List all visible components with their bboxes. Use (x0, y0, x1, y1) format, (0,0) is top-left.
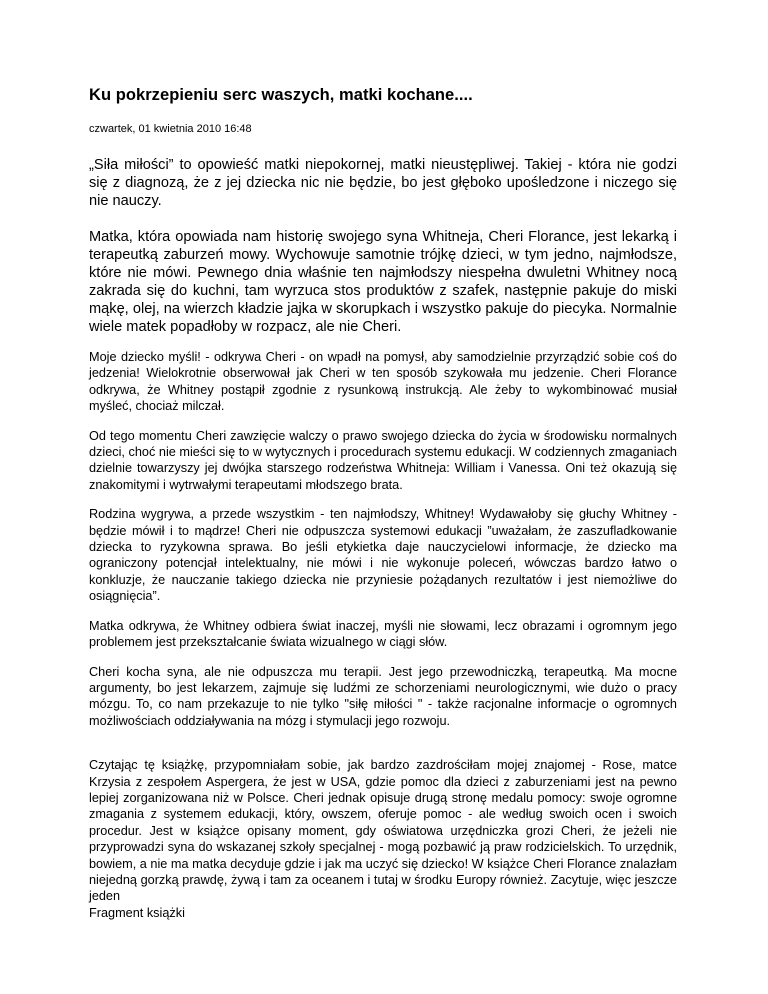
paragraph-5: Rodzina wygrywa, a przede wszystkim - ten najmłodszy, Whitney! Wydawałoby się głuchy Whitney - będzie mówił i to mądrze! Cheri nie odpuszcza systemowi edukacji ”uważałam, że zaszufladkowanie dziecka to ryzykowna sprawa. Bo jeśli etykietka daje nauczycielowi informacje, że dziecko ma ograniczony potencjał intelektualny, nie mówi i nie wykonuje poleceń, wówczas bardzo łatwo o konkluzje, że nauczanie takiego dziecka nie przyniesie pożądanych rezultatów i jest niemożliwe do osiągnięcia”. (89, 507, 677, 604)
paragraph-1: „Siła miłości” to opowieść matki niepokornej, matki nieustępliwej. Takiej - która nie godzi się z diagnozą, że z jej dziecka nic nie będzie, bo jest głęboko upośledzone i niczego się nie nauczy. (89, 157, 677, 209)
paragraph-2: Matka, która opowiada nam historię swojego syna Whitneja, Cheri Florance, jest lekarką i terapeutką zaburzeń mowy. Wychowuje samotnie trójkę dzieci, w tym jedno, najmłodsze, które nie mówi. Pewnego dnia właśnie ten najmłodszy niespełna dwuletni Whitney nocą zakrada się do kuchni, tam wyrzuca stos produktów z szafek, następnie pakuje do miski mąkę, olej, na wierzch kładzie jajka w skorupkach i wszystko pakuje do piecyka. Normalnie wiele matek popadłoby w rozpacz, ale nie Cheri. (89, 229, 677, 335)
article-date: czwartek, 01 kwietnia 2010 16:48 (89, 123, 252, 135)
paragraph-6: Matka odkrywa, że Whitney odbiera świat inaczej, myśli nie słowami, lecz obrazami i ogromnym jego problemem jest przekształcanie świata wizualnego w ciągi słów. (89, 618, 677, 650)
paragraph-9: Fragment książki (89, 905, 185, 920)
paragraph-4: Od tego momentu Cheri zawzięcie walczy o prawo swojego dziecka do życia w środowisku normalnych dzieci, choć nie mieści się to w wytycznych i procedurach systemu edukacji. W codziennych zmaganiach dzielnie towarzyszy jej dwójka starszego rodzeństwa Whitneja: William i Vanessa. Oni też okazują się znakomitymi i wytrwałymi terapeutami młodszego brata. (89, 428, 677, 492)
article (89, 85, 677, 921)
paragraph-7: Cheri kocha syna, ale nie odpuszcza mu terapii. Jest jego przewodniczką, terapeutką. Ma mocne argumenty, bo jest lekarzem, zajmuje się ludźmi ze schorzeniami neurologicznymi, wie dużo o pracy mózgu. To, co nam przekazuje to nie tylko "siłę miłości " - także racjonalne informacje o ogromnych możliwościach oddziaływania na mózg i stymulacji jego rozwoju. (89, 664, 677, 728)
paragraph-3: Moje dziecko myśli! - odkrywa Cheri - on wpadł na pomysł, aby samodzielnie przyrządzić sobie coś do jedzenia! Wielokrotnie obserwował jak Cheri w ten sposób szykowała mu jedzenie. Cheri Florance odkrywa, że Whitney postąpił zgodnie z rysunkową instrukcją. Ale żeby to wykombinować musiał myśleć, chociaż milczał. (89, 350, 677, 414)
article-title: Ku pokrzepieniu serc waszych, matki kochane.... (89, 86, 473, 104)
paragraph-8: Czytając tę książkę, przypomniałam sobie, jak bardzo zazdrościłam mojej znajomej - Rose, matce Krzysia z zespołem Aspergera, że jest w USA, gdzie pomoc dla dzieci z zaburzeniami jest na pewno lepiej zorganizowana niż w Polsce. Cheri jednak opisuje drugą stronę medalu pomocy: swoje ogromne zmagania z systemem edukacji, który, owszem, oferuje pomoc - ale według swoich ocen i swoich procedur. Jest w książce opisany moment, gdy oświatowa urzędniczka grozi Cheri, że jeżeli nie przyprowadzi syna do wskazanej szkoły specjalnej - mogą pozbawić ją praw rodzicielskich. To urzędnik, bowiem, a nie ma matka decyduje gdzie i jak ma uczyć się dziecko! W książce Cheri Florance znalazłam niejedną gorzką prawdę, żywą i tam za oceanem i tutaj w środku Europy również. Zacytuje, więc jeszcze jeden (89, 758, 677, 904)
